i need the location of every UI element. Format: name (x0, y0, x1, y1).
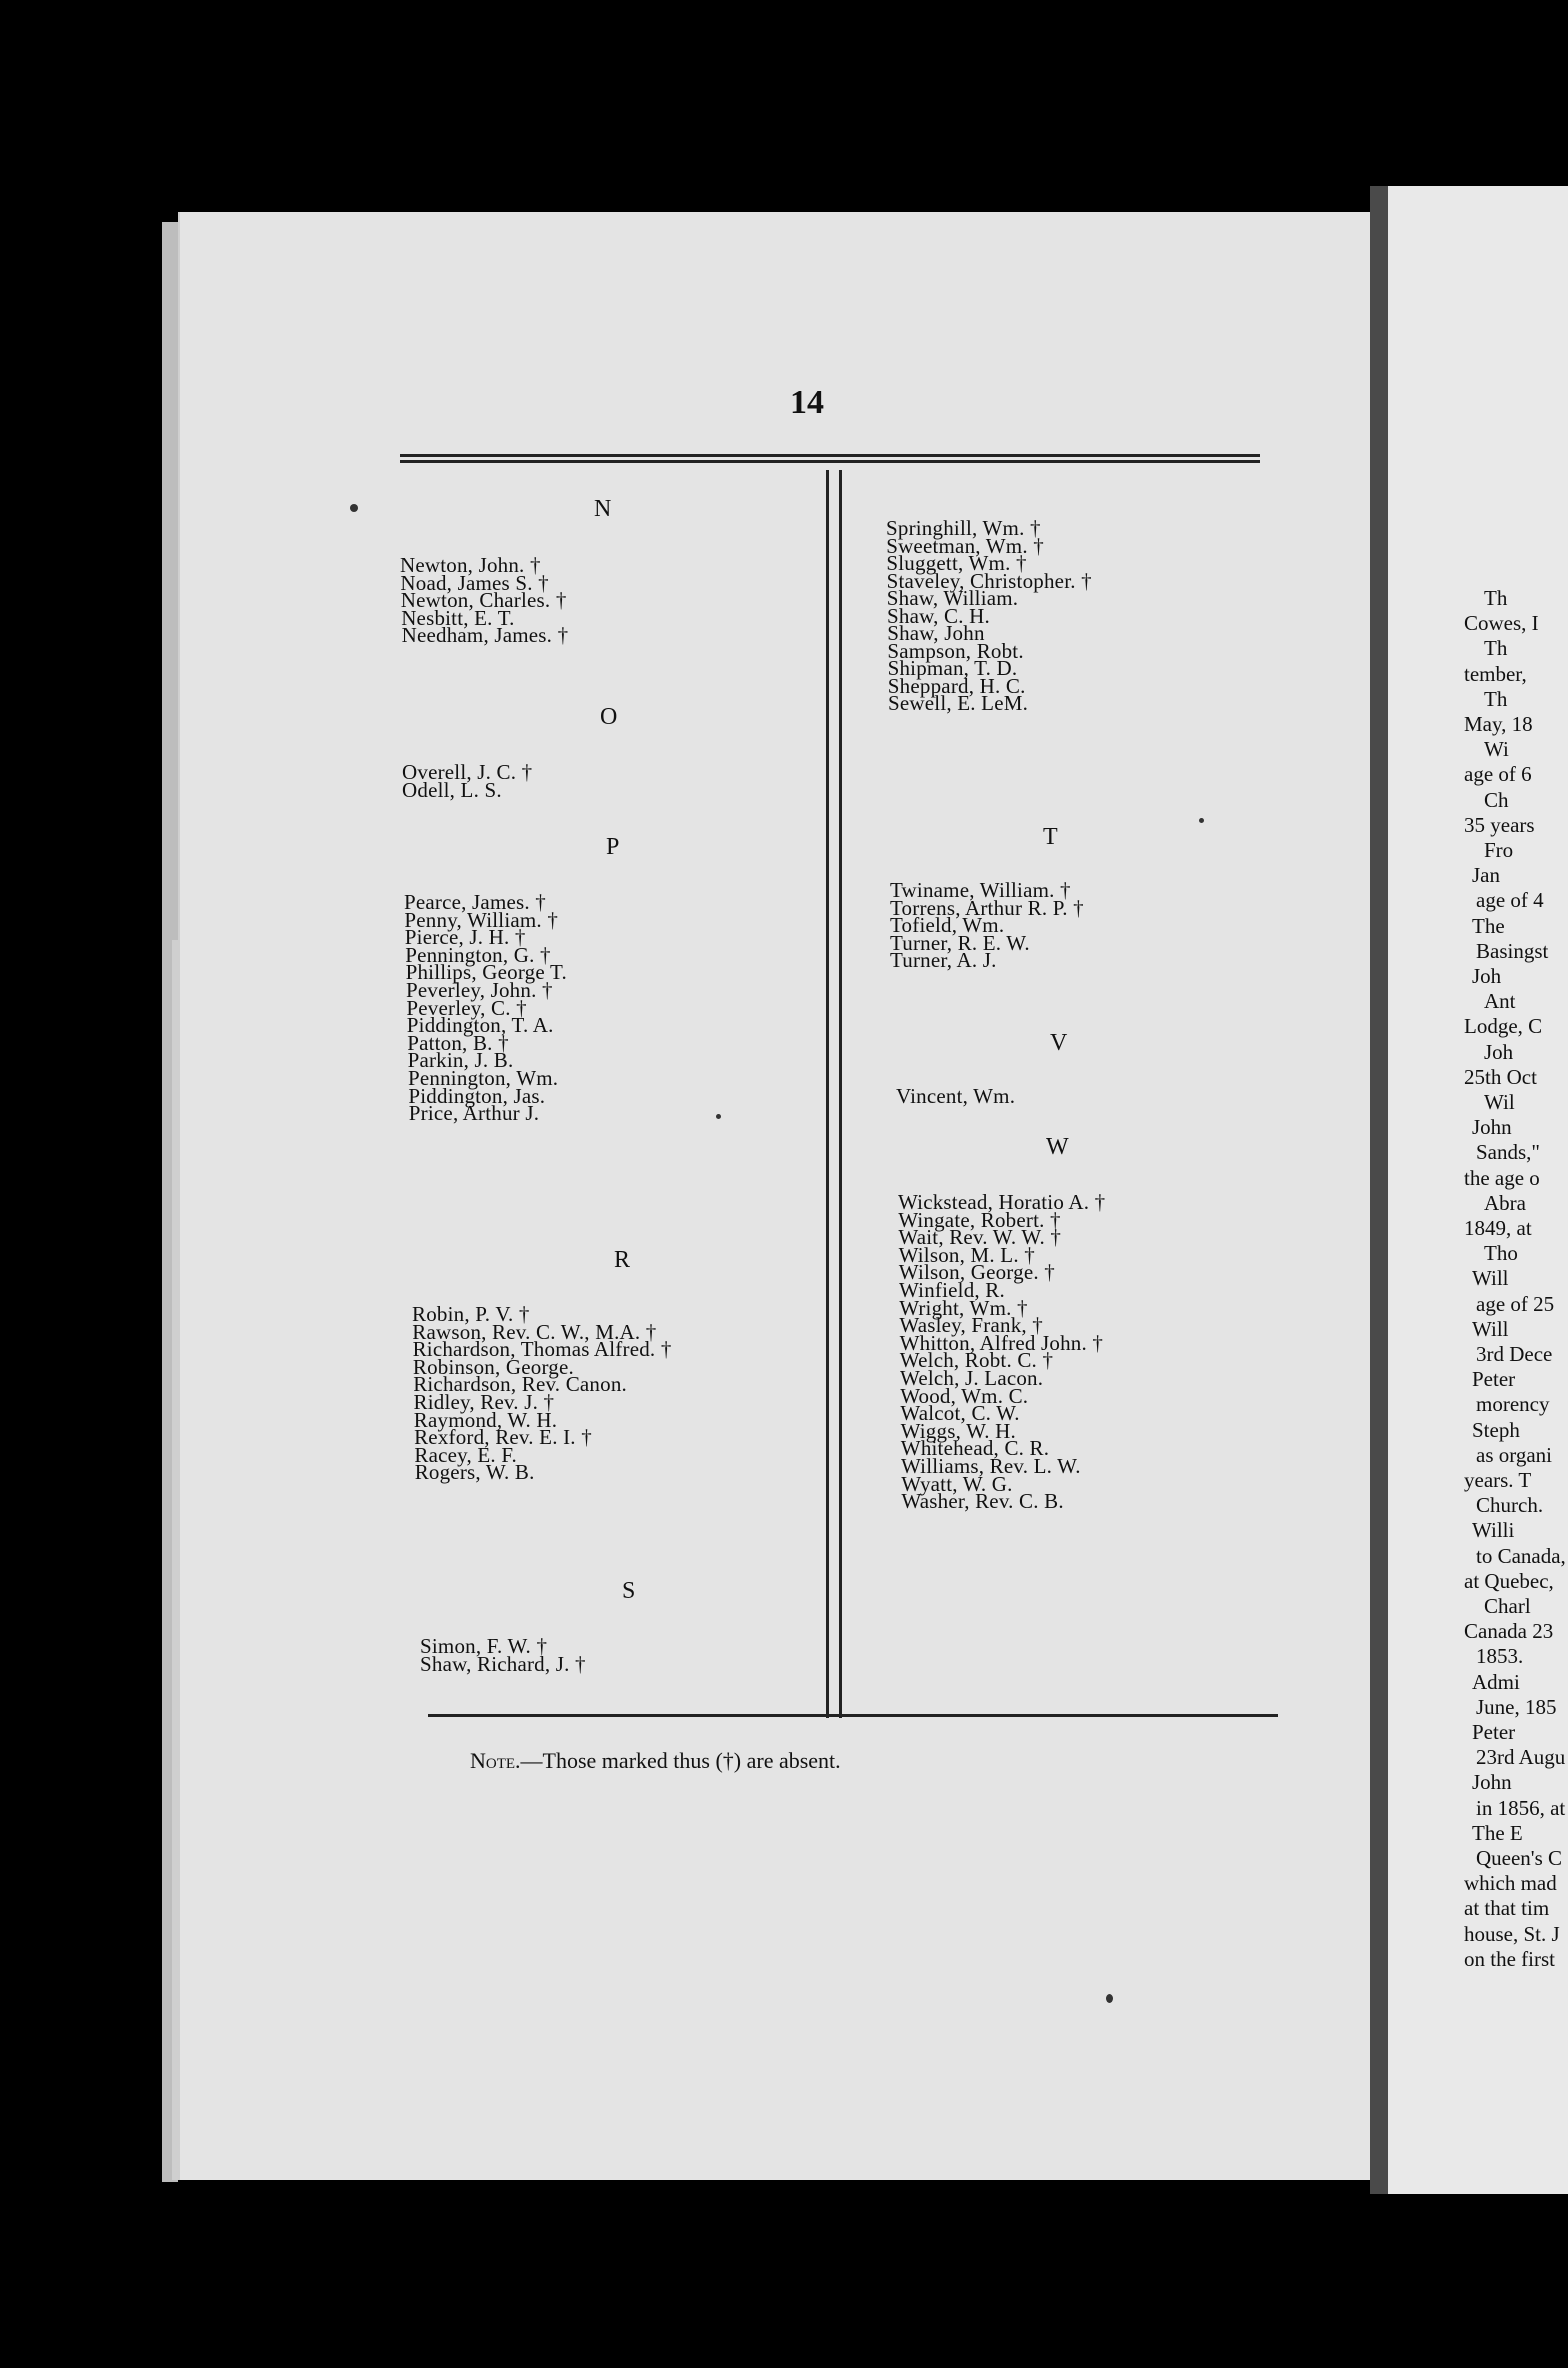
member-name: Robin, P. V. † (412, 1302, 530, 1326)
facing-page-line: Joh (1484, 1039, 1514, 1064)
facing-page-line: as organi (1476, 1442, 1553, 1467)
member-name: Wilson, George. † (898, 1260, 1055, 1285)
member-name: Piddington, Jas. (408, 1083, 546, 1108)
member-name: Richardson, Rev. Canon. (413, 1372, 627, 1397)
facing-page-line: Th (1484, 636, 1508, 661)
facing-page-line: Tho (1484, 1241, 1518, 1266)
facing-page-line: 1853. (1476, 1644, 1524, 1669)
member-name: Rogers, W. B. (414, 1460, 535, 1485)
member-name: Penny, William. † (404, 907, 559, 932)
member-name: Shipman, T. D. (887, 656, 1018, 680)
facing-page-line: John (1472, 1115, 1512, 1140)
member-name: Sluggett, Wm. † (886, 551, 1027, 575)
facing-page-line: Will (1472, 1266, 1509, 1291)
member-name: Rexford, Rev. E. I. † (414, 1425, 592, 1450)
member-name: Simon, F. W. † (420, 1634, 548, 1658)
member-name: Sweetman, Wm. † (886, 533, 1044, 558)
facing-page-line: Sands," (1476, 1140, 1540, 1165)
facing-page-line: Basingst (1476, 938, 1549, 963)
member-name: Patton, B. † (407, 1030, 509, 1055)
member-name: Wiggs, W. H. (900, 1418, 1016, 1443)
member-name: Ridley, Rev. J. † (413, 1390, 555, 1414)
member-name: Pennington, Wm. (408, 1066, 559, 1090)
facing-page-line: years. T (1464, 1468, 1532, 1492)
book-spine (1370, 186, 1388, 2194)
facing-page-line: which mad (1464, 1871, 1557, 1896)
member-name: Turner, A. J. (890, 948, 997, 972)
member-name: Odell, L. S. (402, 778, 502, 802)
section-letter-n: N (594, 496, 612, 522)
member-name: Richardson, Thomas Alfred. † (412, 1337, 672, 1362)
member-name: Sheppard, H. C. (887, 673, 1026, 698)
facing-page-line: Abra (1484, 1190, 1526, 1215)
member-name: Raymond, W. H. (413, 1407, 558, 1432)
facing-page-line: Cowes, I (1464, 611, 1539, 636)
facing-page-line: 3rd Dece (1476, 1342, 1553, 1366)
section-letter-r: R (614, 1247, 631, 1273)
member-name: Torrens, Arthur R. P. † (890, 895, 1084, 920)
member-name: Wingate, Robert. † (898, 1207, 1061, 1232)
member-name: Pierce, J. H. † (404, 925, 526, 950)
member-name: Welch, Robt. C. † (899, 1348, 1054, 1373)
member-name: Shaw, John (887, 621, 985, 645)
facing-page-line: The (1472, 913, 1505, 938)
facing-page-line: Jan (1472, 863, 1500, 888)
facing-page-line: 25th Oct (1464, 1064, 1537, 1089)
facing-page-line: Th (1484, 586, 1508, 610)
facing-page-line: 1849, at (1464, 1216, 1532, 1240)
section-letter-p: P (606, 834, 620, 860)
print-speck (1106, 1994, 1113, 2003)
facing-page-line: on the first (1464, 1946, 1555, 1971)
facing-page-line: at that tim (1464, 1896, 1550, 1921)
print-speck (716, 1114, 721, 1119)
section-letter-s: S (622, 1578, 636, 1604)
member-name: Wilson, M. L. † (898, 1242, 1035, 1267)
member-name: Robinson, George. (412, 1354, 574, 1379)
header-rule (400, 454, 1260, 464)
member-name: Price, Arthur J. (408, 1101, 540, 1126)
member-name: Pearce, James. † (404, 890, 546, 914)
member-name: Shaw, William. (886, 586, 1019, 610)
member-name: Shaw, C. H. (887, 603, 990, 628)
facing-page-line: morency (1476, 1392, 1550, 1417)
member-name: Wickstead, Horatio A. † (898, 1190, 1106, 1214)
facing-page-line: house, St. J (1464, 1921, 1560, 1946)
member-name: Nesbitt, E. T. (401, 605, 515, 630)
facing-page-line: 23rd Augu (1476, 1745, 1566, 1770)
print-speck (350, 504, 358, 512)
section-letter-o: O (600, 704, 618, 730)
facing-page-line: Wil (1484, 1090, 1515, 1114)
member-name: Williams, Rev. L. W. (901, 1454, 1081, 1478)
member-name: Phillips, George T. (405, 960, 567, 985)
footnote-text: —Those marked thus (†) are absent. (520, 1748, 841, 1773)
facing-page-line: Admi (1472, 1669, 1520, 1694)
member-name: Winfield, R. (899, 1278, 1005, 1302)
facing-page-line: Queen's C (1476, 1846, 1563, 1870)
member-name: Wood, Wm. C. (900, 1383, 1029, 1408)
member-name: Washer, Rev. C. B. (901, 1489, 1064, 1514)
member-name: Vincent, Wm. (896, 1084, 1016, 1108)
facing-page-line: age of 4 (1476, 888, 1544, 913)
facing-page-line: Lodge, C (1464, 1014, 1543, 1039)
facing-page-line: in 1856, at (1476, 1795, 1566, 1820)
footnote (470, 1748, 841, 1774)
member-name: Staveley, Christopher. † (886, 568, 1092, 593)
facing-page-line: Peter (1472, 1720, 1516, 1744)
column-divider (826, 470, 842, 1718)
facing-page-line: to Canada, (1476, 1543, 1566, 1568)
member-name: Wright, Wm. † (899, 1295, 1028, 1320)
print-speck (1199, 818, 1204, 823)
page-number: 14 (790, 384, 824, 421)
member-name: Peverley, John. † (406, 978, 553, 1002)
member-name: Sewell, E. LeM. (888, 691, 1029, 715)
facing-page-line: Canada 23 (1464, 1619, 1554, 1644)
member-name: Overell, J. C. † (402, 760, 533, 784)
section-letter-w: W (1046, 1134, 1069, 1160)
facing-page-line: Peter (1472, 1367, 1516, 1392)
facing-page-line: June, 185 (1476, 1694, 1557, 1719)
member-name: Racey, E. F. (414, 1442, 517, 1467)
facing-page-line: at Quebec, (1464, 1568, 1554, 1593)
facing-page-line: age of 25 (1476, 1291, 1555, 1316)
facing-page-line: Will (1472, 1316, 1509, 1341)
member-name: Wyatt, W. G. (901, 1471, 1013, 1496)
facing-page-line: 35 years (1464, 812, 1535, 837)
member-name: Piddington, T. A. (406, 1013, 554, 1038)
facing-page-line: Ch (1484, 787, 1509, 812)
member-name: Shaw, Richard, J. † (420, 1651, 586, 1676)
facing-page-line: the age o (1464, 1165, 1540, 1190)
member-name: Twiname, William. † (890, 878, 1071, 902)
footer-rule (428, 1714, 1278, 1717)
member-name: Walcot, C. W. (900, 1401, 1020, 1426)
member-name: Parkin, J. B. (407, 1048, 514, 1073)
member-name: Welch, J. Lacon. (900, 1366, 1044, 1390)
facing-page-line: Fro (1484, 838, 1514, 862)
facing-page-line: Willi (1472, 1518, 1515, 1543)
facing-page-line: The E (1472, 1820, 1523, 1845)
member-name: Rawson, Rev. C. W., M.A. † (412, 1319, 657, 1344)
facing-page-line: Joh (1472, 964, 1502, 988)
facing-page (1388, 186, 1568, 2194)
member-name: Whitehead, C. R. (900, 1436, 1050, 1461)
footnote-label: Note. (470, 1748, 521, 1773)
member-name: Tofield, Wm. (890, 913, 1005, 937)
facing-page-line: Steph (1472, 1417, 1520, 1442)
member-name: Wasley, Frank, † (899, 1313, 1044, 1338)
member-name: Needham, James. † (401, 623, 569, 647)
member-name: Whitton, Alfred John. † (899, 1330, 1104, 1355)
member-name: Pennington, G. † (405, 942, 551, 967)
facing-page-line: Wi (1484, 737, 1509, 762)
facing-page-line: Charl (1484, 1594, 1531, 1618)
member-name: Turner, R. E. W. (890, 930, 1030, 955)
facing-page-line: tember, (1464, 661, 1527, 686)
member-name: Newton, Charles. † (400, 588, 567, 612)
facing-page-line: May, 18 (1464, 712, 1533, 736)
facing-page-line: John (1472, 1770, 1512, 1795)
member-name: Noad, James S. † (400, 570, 549, 595)
facing-page-line: Ant (1484, 989, 1516, 1014)
member-name: Newton, John. † (400, 553, 541, 577)
member-name: Peverley, C. † (406, 995, 527, 1020)
facing-page-line: Church. (1476, 1493, 1544, 1518)
facing-page-line: Th (1484, 686, 1508, 711)
section-letter-t: T (1043, 824, 1058, 850)
section-letter-v: V (1050, 1030, 1068, 1056)
member-name: Springhill, Wm. † (886, 516, 1041, 540)
member-name: Wait, Rev. W. W. † (898, 1225, 1062, 1250)
member-name: Sampson, Robt. (887, 638, 1024, 663)
facing-page-line: age of 6 (1464, 762, 1532, 787)
